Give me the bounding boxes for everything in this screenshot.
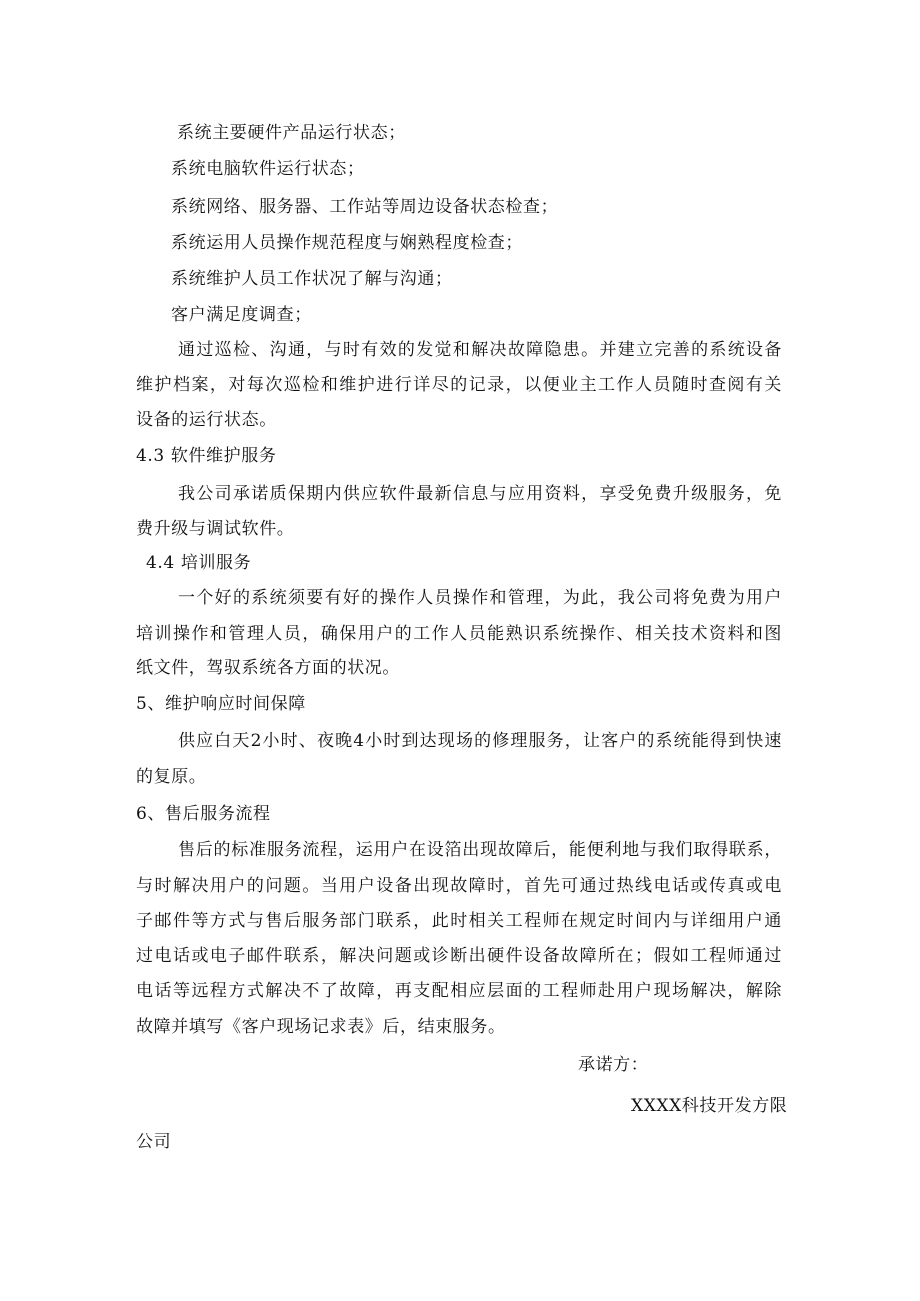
checklist-item: 系统电脑软件运行状态； [171, 159, 365, 179]
paragraph-line: 费升级与调试软件。 [136, 519, 295, 539]
section-heading-5: 5、维护响应时间保障 [136, 694, 306, 714]
section-heading-4-4: 4.4 培训服务 [146, 553, 252, 573]
checklist-item: 系统维护人员工作状况了解与沟通； [171, 269, 453, 289]
paragraph-line: 售后的标准服务流程，运用户在设箔出现故障后，能便利地与我们取得联系， [178, 840, 782, 860]
paragraph-line: 我公司承诺质保期内供应软件最新信息与应用资料，享受免费升级服务，免 [178, 484, 782, 504]
checklist-item: 系统主要硬件产品运行状态； [177, 123, 406, 143]
paragraph-line: 的复原。 [136, 767, 207, 787]
checklist-item: 系统网络、服务器、工作站等周边设备状态检查； [171, 197, 559, 217]
checklist-item: 客户满足度调查； [171, 305, 312, 325]
paragraph-line: 子邮件等方式与售后服务部门联系，此时相关工程师在规定时间内与详细用户通 [136, 911, 782, 931]
paragraph-line: 设备的运行状态。 [136, 410, 277, 430]
paragraph-line: 过电话或电子邮件联系，解决问题或诊断出硬件设备故障所在；假如工程师通过 [136, 946, 782, 966]
section-heading-6: 6、售后服务流程 [136, 804, 271, 824]
paragraph-line: 故障并填写《客户现场记求表》后，结束服务。 [136, 1017, 506, 1037]
section-heading-4-3: 4.3 软件维护服务 [136, 446, 277, 466]
checklist-item: 系统运用人员操作规范程度与娴熟程度检查； [171, 233, 523, 253]
paragraph-line: 电话等远程方式解决不了故障，再支配相应层面的工程师赴用户现场解决，解除 [136, 981, 782, 1001]
signature-company-continued: 公司 [136, 1132, 172, 1152]
paragraph-line: 纸文件，驾驭系统各方面的状况。 [136, 658, 400, 678]
signature-label: 承诺方： [578, 1055, 649, 1075]
paragraph-line: 维护档案，对每次巡检和维护进行详尽的记录，以便业主工作人员随时查阅有关 [136, 375, 782, 395]
paragraph-line: 与时解决用户的问题。当用户设备出现故障时，首先可通过热线电话或传真或电 [136, 876, 782, 896]
paragraph-line: 通过巡检、沟通，与时有效的发觉和解决故障隐患。并建立完善的系统设备 [178, 340, 782, 360]
paragraph-line: 培训操作和管理人员，确保用户的工作人员能熟识系统操作、相关技术资料和图 [136, 624, 782, 644]
signature-company: XXXX科技开发方限 [631, 1096, 788, 1116]
paragraph-line: 供应白天2小时、夜晚4小时到达现场的修理服务，让客户的系统能得到快速 [178, 731, 782, 751]
paragraph-line: 一个好的系统须要有好的操作人员操作和管理，为此，我公司将免费为用户 [178, 588, 782, 608]
